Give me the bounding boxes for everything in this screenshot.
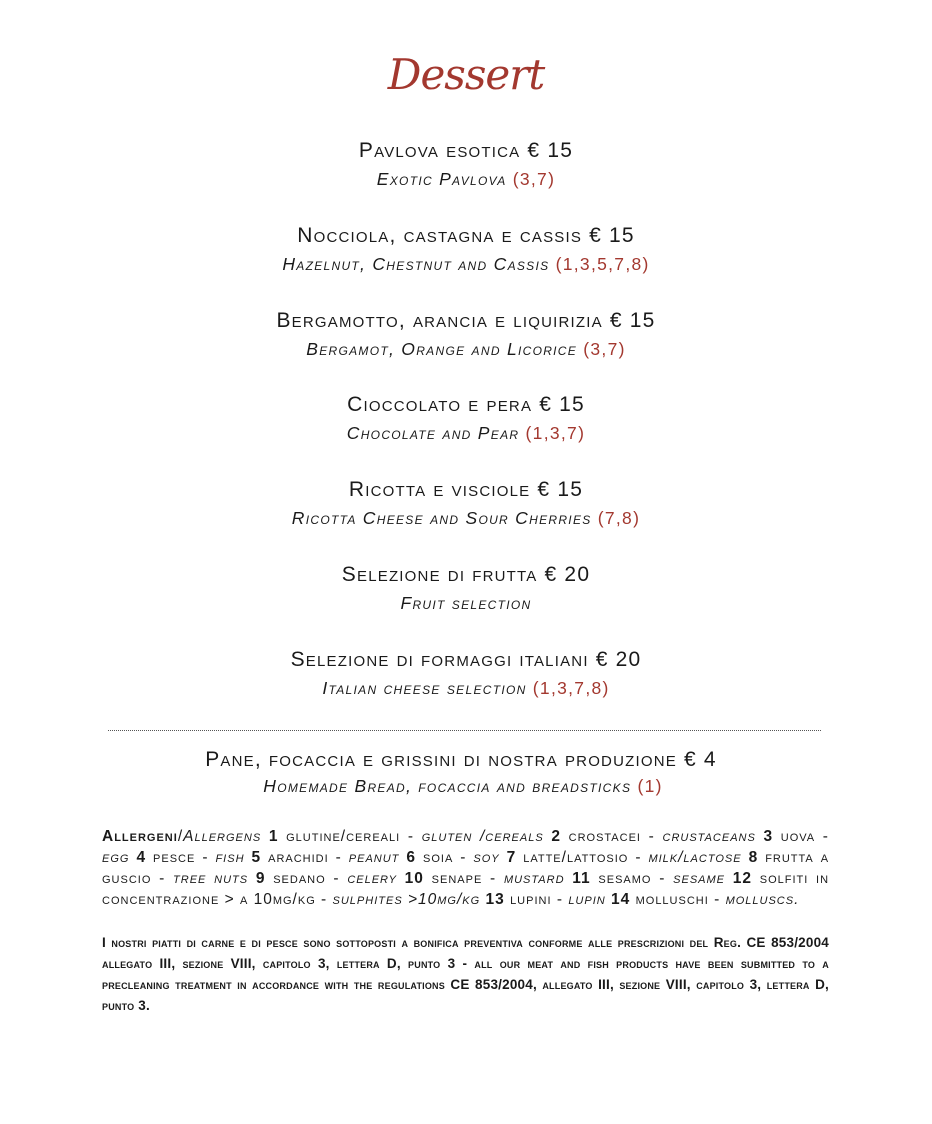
allergen-entry: 6 soia - soy [406, 849, 500, 866]
allergen-entry: 10 senape - mustard [404, 870, 565, 887]
allergen-number: 1 [268, 828, 279, 845]
allergen-entry: 2 crostacei - crustaceans [551, 828, 756, 845]
allergen-name: arachidi [268, 849, 329, 866]
item-name: Pane, focaccia e grissini di nostra produzione € 4 [205, 748, 717, 771]
item-translation: Hazelnut, Chestnut and Cassis (1,3,5,7,8) [282, 253, 650, 274]
item-allergens: (1) [637, 776, 663, 796]
dotted-divider [108, 730, 821, 731]
allergen-number: 10 [404, 870, 424, 887]
allergen-name-en: sulphites >10mg/kg [332, 891, 481, 908]
allergen-name: pesce [153, 849, 196, 866]
allergen-name: latte/lattosio [523, 849, 629, 866]
allergen-heading-en: Allergens [183, 828, 262, 845]
allergen-name: molluschi [635, 891, 709, 908]
allergen-entry: 12 solfiti in concentrazione > a 10mg/kg - sulphites >10mg/kg [102, 870, 830, 908]
allergen-number: 12 [732, 870, 752, 887]
allergen-name-en: gluten /cereals [421, 828, 544, 845]
allergen-entry: 14 molluschi - molluscs. [611, 891, 800, 908]
allergen-number: 4 [136, 849, 147, 866]
item-translation: Homemade Bread, focaccia and breadsticks (1) [263, 776, 663, 796]
menu-item [0, 392, 932, 477]
item-name: Selezione di frutta € 20 [341, 562, 591, 586]
allergen-number: 9 [255, 870, 266, 887]
item-translation: Ricotta Cheese and Sour Cherries (7,8) [291, 508, 641, 529]
menu-item [0, 647, 932, 732]
allergen-name: glutine/cereali [286, 828, 401, 845]
menu-item [0, 562, 932, 647]
item-name: Nocciola, castagna e cassis € 15 [297, 223, 635, 247]
allergen-name: sedano [273, 870, 326, 887]
allergen-number: 3 [763, 828, 774, 845]
allergen-entry: 7 latte/lattosio - milk/lactose [506, 849, 742, 866]
allergen-name-en: soy [473, 849, 500, 866]
allergen-entry: 8 frutta a guscio - tree nuts [102, 849, 830, 887]
allergen-name: senape [431, 870, 483, 887]
allergen-legend: Allergeni/Allergens 1 glutine/cereali - gluten /cereals 2 crostacei - crustaceans 3 uova - egg 4 pesce - fish 5 arachidi - peanut 6 soia - soy 7 latte/lattosio - milk/lactose 8 frutta a guscio - tree nuts 9 sedano - celery 10 senape - mustard 11 sesamo - sesame 12 solfiti in concentrazione > a 10mg/kg - sulphites >10mg/kg 13 lupini - lupin 14 molluschi - molluscs. [102, 828, 830, 908]
allergen-number: 2 [551, 828, 561, 845]
allergen-entry: 13 lupini - lupin [485, 891, 606, 908]
menu-item [0, 138, 932, 223]
allergen-name-en: milk/lactose [648, 849, 742, 866]
item-translation: Italian cheese selection (1,3,7,8) [322, 677, 610, 698]
allergen-number: 6 [406, 849, 417, 866]
allergen-name: frutta a guscio [102, 849, 830, 887]
bread-item [0, 746, 932, 798]
allergen-entry: 4 pesce - fish [136, 849, 245, 866]
allergen-entry: 1 glutine/cereali - gluten /cereals [268, 828, 544, 845]
allergen-name-en: molluscs. [725, 891, 800, 908]
item-translation: Fruit selection [400, 592, 532, 613]
allergen-name-en: sesame [673, 870, 725, 887]
dessert-list [0, 138, 932, 732]
page-title: Dessert [387, 50, 545, 99]
allergen-name-en: egg [102, 849, 130, 866]
allergen-name: solfiti in concentrazione > a 10mg/kg [102, 870, 830, 908]
item-translation: Chocolate and Pear (1,3,7) [346, 423, 586, 444]
item-name: Ricotta e visciole € 15 [348, 478, 584, 502]
allergen-name-en: fish [215, 849, 245, 866]
hygiene-note: I nostri piatti di carne e di pesce sono sottoposti a bonifica preventiva conforme alle prescrizioni del Reg. CE 853/2004 allegato III, sezione VIII, capitolo 3, lettera D, punto 3 - all our meat and fish products have been submitted to a precleaning treatment in accordance with the regulations CE 853/2004, allegato III, sezione VIII, capitolo 3, lettera D, punto 3. [102, 935, 829, 1013]
allergen-entry: 11 sesamo - sesame [572, 870, 725, 887]
item-translation: Bergamot, Orange and Licorice (3,7) [306, 338, 626, 359]
allergen-number: 5 [251, 849, 262, 866]
menu-item [0, 477, 932, 562]
item-name: Bergamotto, arancia e liquirizia € 15 [276, 308, 656, 332]
allergen-number: 13 [485, 891, 505, 908]
item-allergens: (3,7) [583, 338, 626, 359]
allergen-entry: 9 sedano - celery [255, 870, 397, 887]
allergen-number: 7 [506, 849, 517, 866]
allergen-name-en: peanut [348, 849, 400, 866]
item-allergens: (1,3,7,8) [532, 677, 610, 698]
allergen-name: uova [780, 828, 816, 845]
allergen-number: 11 [572, 870, 591, 887]
allergen-heading: Allergeni [102, 828, 178, 845]
allergen-name: soia [423, 849, 454, 866]
allergen-number: 8 [748, 849, 759, 866]
item-translation: Exotic Pavlova (3,7) [376, 169, 556, 189]
item-name: Selezione di formaggi italiani € 20 [290, 647, 642, 671]
item-name: Pavlova esotica € 15 [358, 139, 574, 162]
allergen-entry: 3 uova - egg [102, 828, 829, 866]
allergen-name: crostacei [568, 828, 641, 845]
allergen-entry: 5 arachidi - peanut [251, 849, 400, 866]
item-allergens: (1,3,7) [525, 423, 586, 444]
allergen-number: 14 [611, 891, 631, 908]
item-allergens: (7,8) [597, 508, 641, 529]
allergen-name: sesamo [598, 870, 652, 887]
item-allergens: (1,3,5,7,8) [555, 253, 650, 274]
item-name: Cioccolato e pera € 15 [347, 393, 585, 417]
allergen-name-en: mustard [503, 870, 565, 887]
menu-item [0, 223, 932, 308]
menu-item [0, 308, 932, 393]
allergen-name: lupini [510, 891, 552, 908]
allergen-name-en: lupin [568, 891, 606, 908]
allergen-name-en: tree nuts [173, 870, 249, 887]
allergen-name-en: celery [347, 870, 397, 887]
item-allergens: (3,7) [512, 169, 556, 189]
allergen-name-en: crustaceans [662, 828, 756, 845]
